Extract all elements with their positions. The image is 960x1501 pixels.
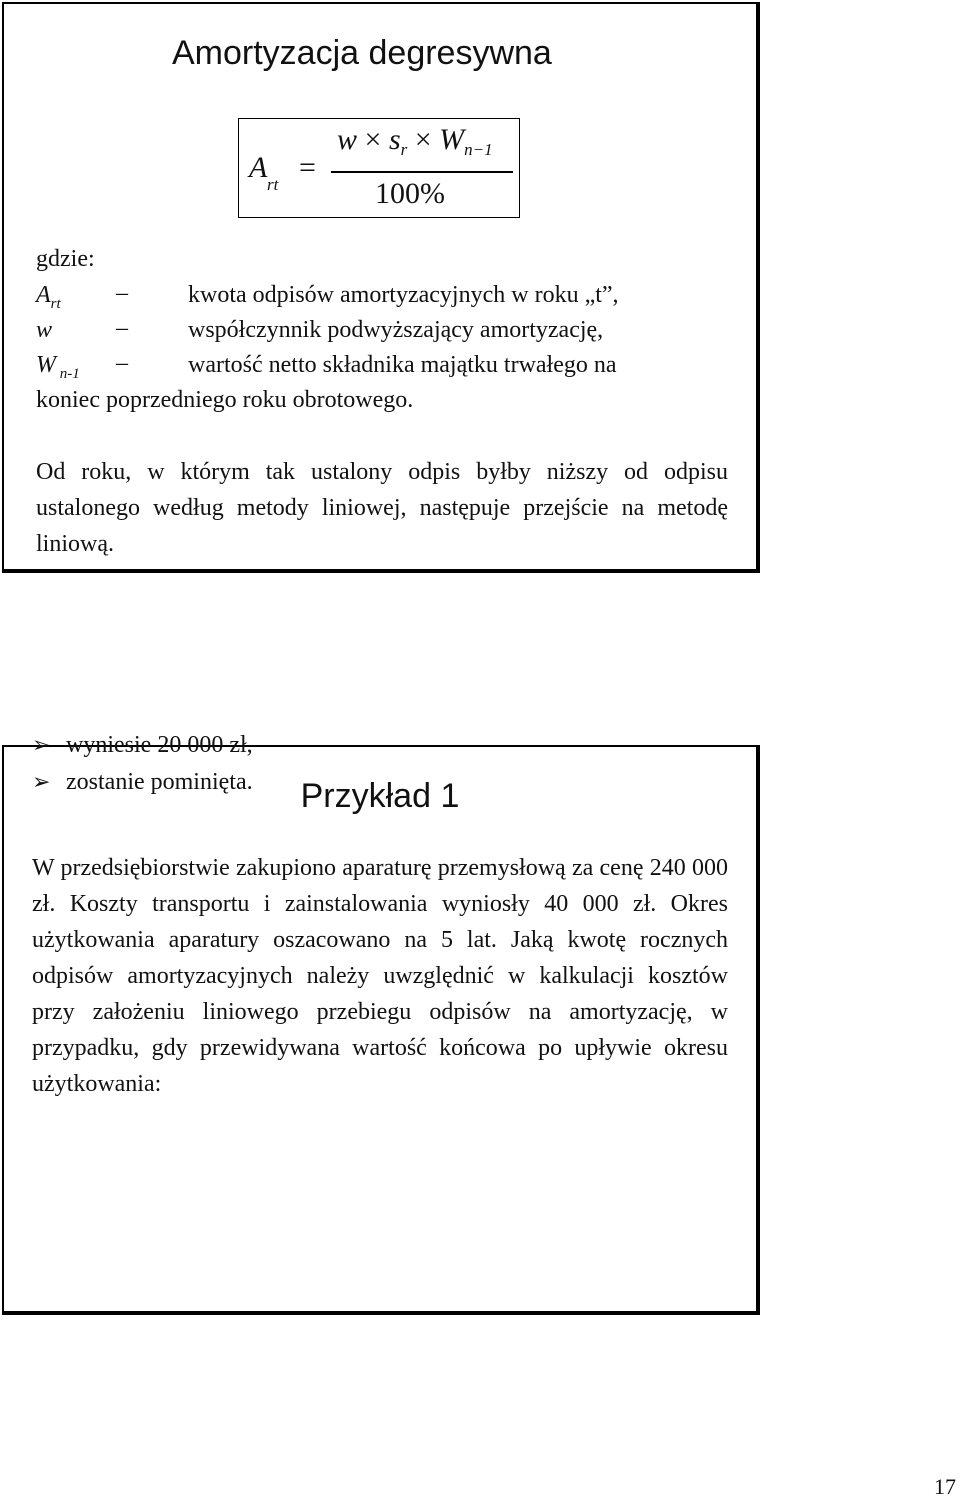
definition-symbol-art: $A_{rt}$ (36, 282, 61, 312)
slide-title: Przykład 1 (300, 777, 460, 815)
formula-s: s (388, 123, 401, 156)
formula-lhs: A (249, 151, 268, 184)
arrowhead-bullet-icon: ➢ (32, 733, 51, 758)
definition-text-wn1: wartość netto składnika majątku trwałego na (188, 352, 617, 378)
formula-box (238, 118, 520, 218)
formula-W-subscript: n−1 (464, 140, 493, 159)
method-switch-note: Od roku, w którym tak ustalony odpis byłby niższy od odpisu ustalonego według metody liniowej, następuje przejście na metodę liniową. (36, 459, 728, 557)
formula-W: W (439, 123, 465, 156)
bullet-item: ➢ wyniesie 20 000 zł, (32, 728, 253, 763)
formula-denominator: 100% (375, 177, 445, 210)
formula-lhs-subscript: rt (267, 175, 279, 194)
formula-w: w (337, 123, 358, 156)
definition-text-art: kwota odpisów amortyzacyjnych w roku „t”, (188, 282, 619, 308)
formula-times-1: × (364, 123, 382, 156)
fraction-bar (331, 171, 513, 173)
formula-numerator (337, 123, 493, 160)
definition-dash: – (116, 350, 128, 376)
formula-equals: = (299, 151, 316, 184)
definition-symbol-w: w (36, 317, 53, 343)
slide-przyklad-1 (2, 732, 760, 1315)
arrowhead-bullet-icon: ➢ (32, 770, 51, 795)
example-problem-text: W przedsiębiorstwie zakupiono aparaturę przemysłową za cenę 240 000 zł. Koszty transportu i zainstalowania wyniosły 40 000 zł. Okres użytkowania aparatury oszacowano na 5 lat. Jaką kwotę rocznych odpisów amortyzacyjnych należy uwzględnić w kalkulacji kosztów przy założeniu liniowego przebiegu odpisów na amortyzację, w przypadku, gdy przewidywana wartość końcowa po upływie okresu użytkowania: (32, 855, 728, 1097)
where-label: gdzie: (36, 246, 95, 272)
bullet-item: ➢ zostanie pominięta. (32, 765, 253, 800)
slide-title: Amortyzacja degresywna (172, 34, 552, 72)
formula-times-2: × (414, 123, 432, 156)
page-number: 17 (934, 1474, 956, 1499)
definition-continuation: koniec poprzedniego roku obrotowego. (36, 387, 414, 413)
definition-text-w: współczynnik podwyższający amortyzację, (188, 317, 604, 343)
definition-symbol-wn1: W $_{n-1}$ (36, 352, 80, 382)
definition-dash: – (116, 315, 128, 341)
slide-amortyzacja-degresywna (2, 2, 760, 573)
formula-s-subscript: r (400, 140, 408, 159)
definition-dash: – (116, 280, 128, 306)
